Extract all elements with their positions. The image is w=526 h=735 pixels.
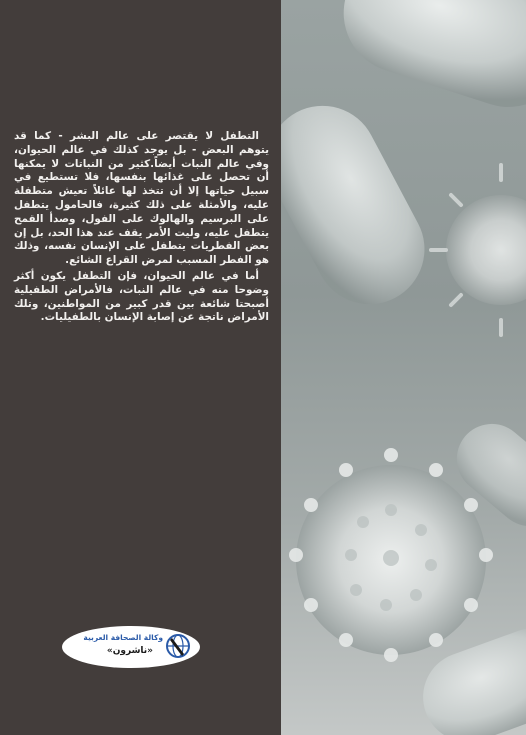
cover-blurb	[14, 130, 269, 325]
microbe-illustration	[281, 0, 526, 735]
publisher-tagline: «ناشرون»	[106, 646, 153, 656]
bacteria-image	[281, 0, 526, 735]
publisher-logo	[62, 626, 200, 668]
blurb-paragraph-2: أما في عالم الحيوان، فإن التطفل يكون أكثر وضوحا منه في عالم النبات، فالأمراض الطفيلية أصبحتا شائعة بين قدر كبير من المواطنين، وتلك الأمراض ناتجة عن إصابة الإنسان بالطفيليات.	[14, 269, 269, 324]
globe-pen-emblem-icon	[165, 632, 191, 660]
blurb-paragraph-1: التطفل لا يقتصر على عالم البشر - كما قد يتوهم البعض - بل يوجد كذلك في عالم الحيوان، وفي عالم النبات أيضاً.كثير من النباتات لا يمكنها أن تحصل على غذائها بنفسها، فلا تستطيع في سبيل حياتها إلا أن تتخذ لها عائلاً تعيش متطفلة عليه، والأمثلة على ذلك كثيرة، فالحامول يتطفل على البرسيم والهالوك على الفول، وصدأ القمح يتطفل عليه، وليت الأمر يقف عند هذا الحد، بل إن بعض الفطريات يتطفل على الإنسان نفسه، وذلك هو الفطر المسبب لمرض القراع الشائع.	[14, 130, 269, 267]
publisher-name: وكالة الصحافة العربية	[83, 633, 163, 642]
